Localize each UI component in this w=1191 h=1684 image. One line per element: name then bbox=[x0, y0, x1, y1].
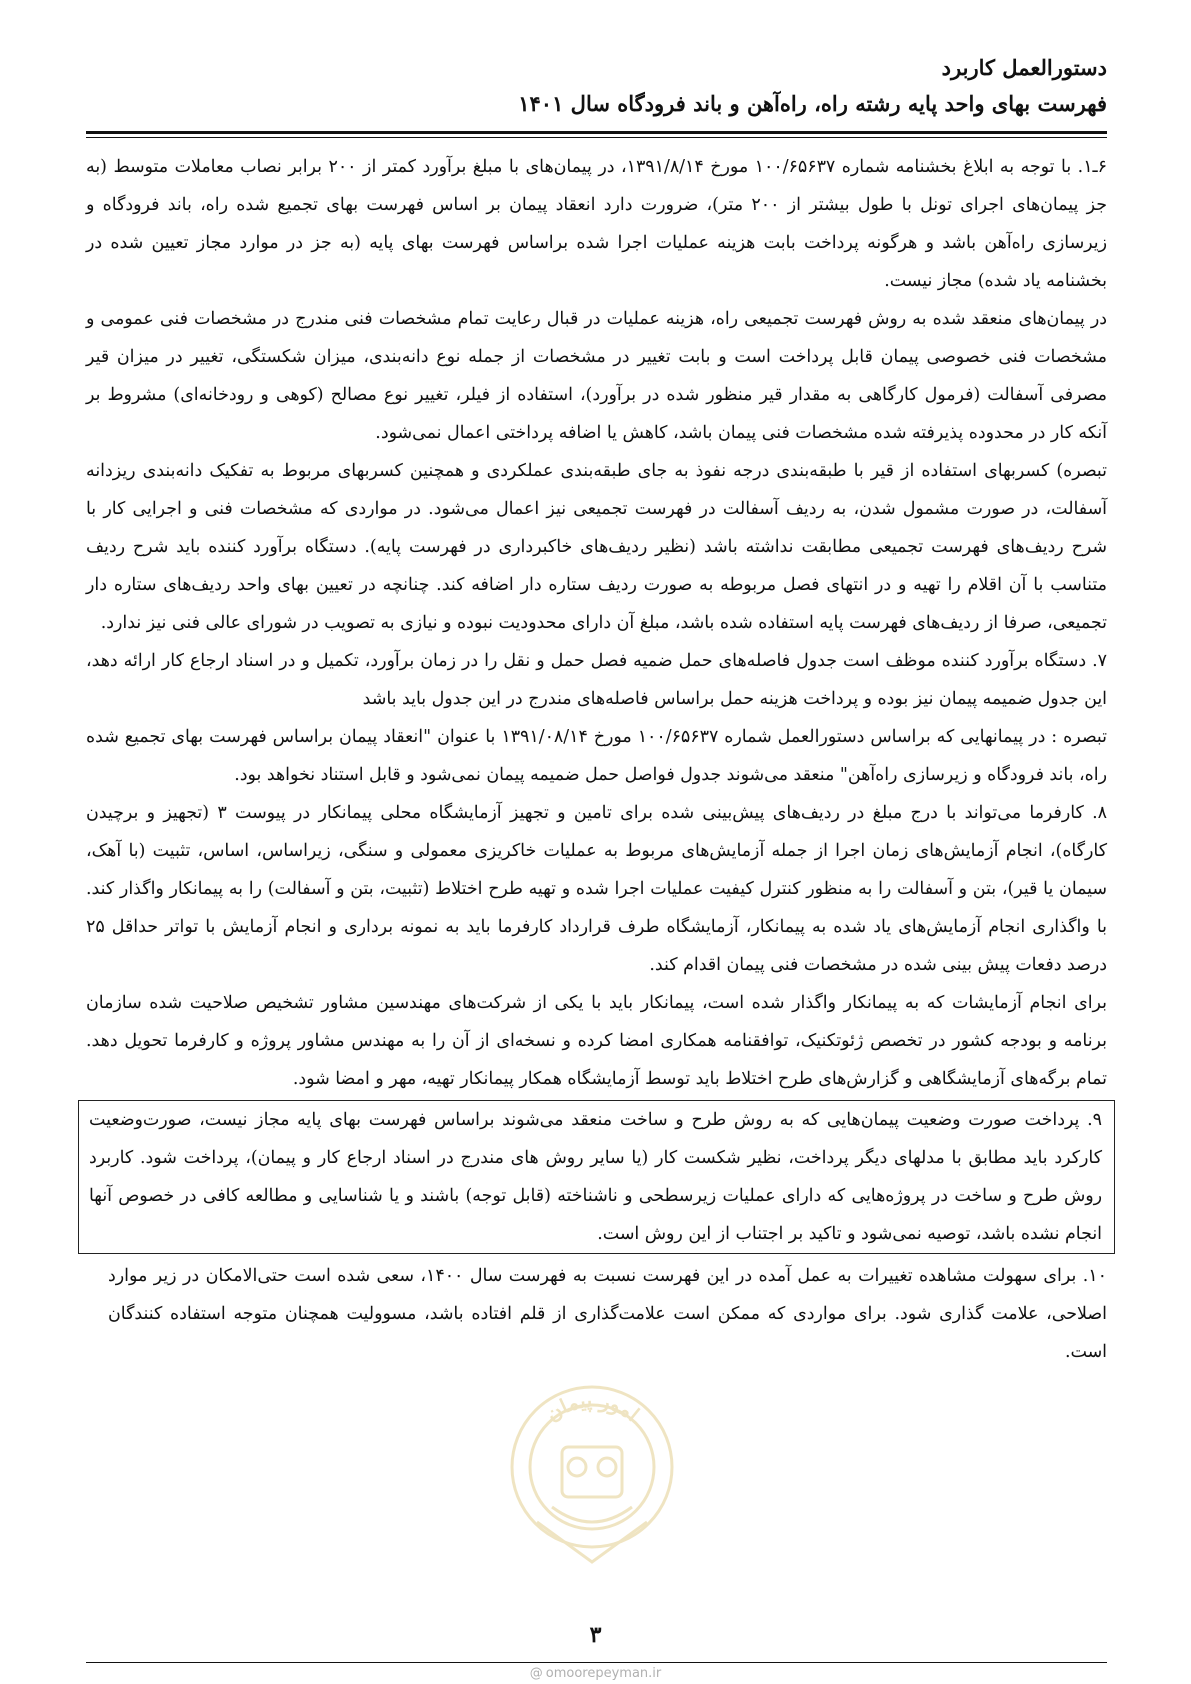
at-icon: @ bbox=[529, 1666, 543, 1681]
paragraph-lab-tests: برای انجام آزمایشات که به پیمانکار واگذار شده است، پیمانکار باید با یکی از شرکت‌های مهندسین مشاور تشخیص صلاحیت شده سازمان برنامه و بودجه کشور در تخصص ژئوتکنیک، توافقنامه همکاری امضا کرده و نسخه‌ای از آن را به مهندس مشاور پروژه و کارفرما تحویل دهد. تمام برگه‌های آزمایشگاهی و گزارش‌های طرح اختلاط باید توسط آزمایشگاه همکار پیمانکار تهیه، مهر و امضا شود. bbox=[86, 993, 1107, 1089]
paragraph-8: ۸. کارفرما می‌تواند با درج مبلغ در ردیف‌های پیش‌بینی شده برای تامین و تجهیز آزمایشگاه محلی پیمانکار در پیوست ۳ (تجهیز و برچیدن کارگاه)، انجام آزمایش‌های زمان اجرا از جمله آزمایش‌های مربوط به عملیات خاکریزی معمولی و سنگی، زیراساس، اساس، تثبیت (با آهک، سیمان یا قیر)، بتن و آسفالت را به منظور کنترل کیفیت عملیات اجرا شده و تهیه طرح اختلاط (تثبیت، بتن و آسفالت) را به پیمانکار واگذار کند. با واگذاری انجام آزمایش‌های یاد شده به پیمانکار، آزمایشگاه طرف قرارداد کارفرما باید به نمونه برداری و انجام آزمایش با تواتر حداقل ۲۵ درصد دفعات پیش بینی شده در مشخصات فنی پیمان اقدام کند. bbox=[86, 803, 1107, 975]
footer-watermark bbox=[0, 1666, 1191, 1681]
paragraph-9: ۹. پرداخت صورت وضعیت پیمان‌هایی که به روش طرح و ساخت منعقد می‌شوند براساس فهرست بهای پایه مجاز نیست، صورت‌وضعیت کارکرد باید مطابق با مدلهای دیگر پرداخت، نظیر شکست کار (یا سایر روش های مندرج در اسناد ارجاع کار و پیمان)، پرداخت شود. کاربرد روش طرح و ساخت در پروژه‌هایی که دارای عملیات زیرسطحی و ناشناخته (قابل توجه) باشند و یا شناسایی و مطالعه کافی در خصوص آنها انجام نشده باشد، توصیه نمی‌شود و تاکید بر اجتناب از این روش است. bbox=[89, 1110, 1102, 1244]
document-body bbox=[86, 148, 1107, 1371]
paragraph-note-bitumen: تبصره) کسربهای استفاده از قیر با طبقه‌بندی درجه نفوذ به جای طبقه‌بندی عملکردی و همچنین کسربهای مربوط به تفکیک دانه‌بندی ریزدانه آسفالت، در صورت مشمول شدن، به ردیف آسفالت در فهرست تجمیعی نیز اعمال می‌شود. در مواردی که مشخصات فنی و اجرایی کار با شرح ردیف‌های فهرست تجمیعی مطابقت نداشته باشد (نظیر ردیف‌های خاکبرداری در فهرست پایه). دستگاه برآورد کننده باید شرح ردیف متناسب با آن اقلام را تهیه و در انتهای فصل مربوطه به صورت ردیف ستاره دار اضافه کند. چنانچه در تعیین بهای واحد ردیف‌های ستاره دار تجمیعی، صرفا از ردیف‌های فهرست پایه استفاده شده باشد، مبلغ آن دارای محدودیت نبوده و نیازی به تصویب در شورای عالی فنی نیز ندارد. bbox=[86, 461, 1107, 633]
page-number: ۳ bbox=[589, 1622, 602, 1648]
header-subtitle: فهرست بهای واحد پایه رشته راه، راه‌آهن و باند فرودگاه سال ۱۴۰۱ bbox=[518, 91, 1107, 116]
footer-rule bbox=[86, 1662, 1107, 1663]
header-title: دستورالعمل کاربرد bbox=[941, 55, 1107, 80]
svg-text:امور پیمان bbox=[541, 1388, 644, 1426]
paragraph-7: ۷. دستگاه برآورد کننده موظف است جدول فاصله‌های حمل ضمیه فصل حمل و نقل را در زمان برآورد، تکمیل و در اسناد ارجاع کار ارائه دهد، این جدول ضمیمه پیمان نیز بوده و پرداخت هزینه حمل براساس فاصله‌های مندرج در این جدول باید باشد bbox=[86, 651, 1107, 709]
paragraph-6-1: ۶ـ۱. با توجه به ابلاغ بخشنامه شماره ۱۰۰/۶۵۶۳۷ مورخ ۱۳۹۱/۸/۱۴، در پیمان‌های با مبلغ برآورد کمتر از ۲۰۰ برابر نصاب معاملات متوسط (به جز پیمان‌های اجرای تونل با طول بیشتر از ۲۰۰ متر)، ضرورت دارد انعقاد پیمان بر اساس فهرست بهای تجمیع شده راه، باند فرودگاه و زیرسازی راه‌آهن باشد و هرگونه پرداخت بابت هزینه عملیات اجرا شده براساس فهرست بهای پایه (به جز در موارد مجاز تعیین شده در بخشنامه یاد شده) مجاز نیست. bbox=[86, 157, 1107, 291]
boxed-paragraph-9 bbox=[78, 1100, 1115, 1254]
header-rule-thin bbox=[86, 137, 1107, 138]
paragraph-10: ۱۰. برای سهولت مشاهده تغییرات به عمل آمده در این فهرست نسبت به فهرست سال ۱۴۰۰، سعی شده است حتی‌الامکان در زیر موارد اصلاحی، علامت گذاری شود. برای مواردی که ممکن است علامت‌گذاری از قلم افتاده باشد، مسوولیت همچنان متوجه استفاده کنندگان است. bbox=[108, 1266, 1107, 1362]
document-header bbox=[86, 50, 1107, 122]
paragraph-note-haulage: تبصره : در پیمانهایی که براساس دستورالعمل شماره ۱۰۰/۶۵۶۳۷ مورخ ۱۳۹۱/۰۸/۱۴ با عنوان "انعقاد پیمان براساس فهرست بهای تجمیع شده راه، باند فرودگاه و زیرسازی راه‌آهن" منعقد می‌شوند جدول فواصل حمل ضمیمه پیمان نمی‌شود و قابل استناد نخواهد بود. bbox=[86, 727, 1107, 785]
watermark-url-text: omoorepeyman.ir bbox=[545, 1666, 662, 1681]
paragraph-road-contracts: در پیمان‌های منعقد شده به روش فهرست تجمیعی راه، هزینه عملیات در قبال رعایت تمام مشخصات فنی مندرج در مشخصات فنی عمومی و مشخصات فنی خصوصی پیمان قابل پرداخت است و بابت تغییر در مشخصات از جمله نوع دانه‌بندی، میزان شکستگی، تغییر در میزان قیر مصرفی آسفالت (فرمول کارگاهی به مقدار قیر منظور شده در برآورد)، استفاده از فیلر، تغییر نوع مصالح (کوهی و رودخانه‌ای) مشروط بر آنکه کار در محدوده پذیرفته شده مشخصات فنی پیمان باشد، کاهش یا اضافه پرداختی اعمال نمی‌شود. bbox=[86, 309, 1107, 443]
seal-watermark-icon bbox=[507, 1372, 677, 1572]
header-rule-thick bbox=[86, 131, 1107, 134]
seal-text: امور پیمان bbox=[541, 1387, 644, 1427]
